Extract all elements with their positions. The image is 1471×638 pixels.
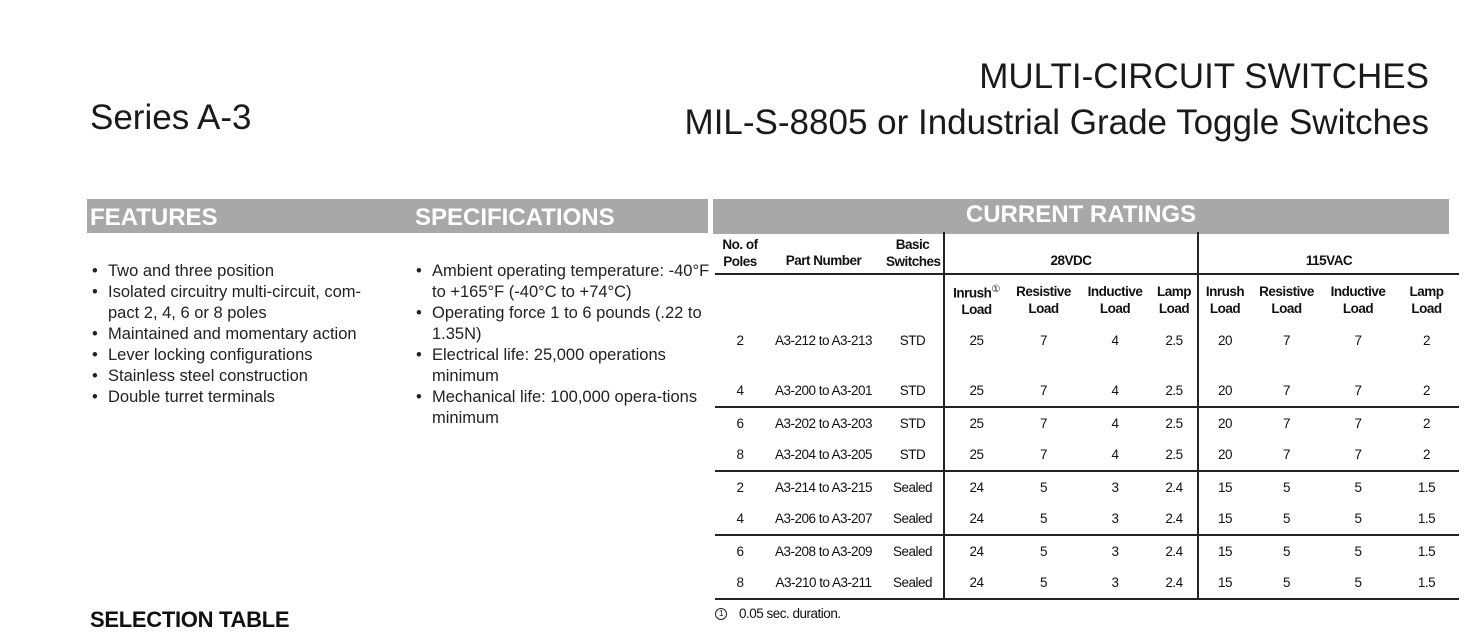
current-ratings-band bbox=[713, 199, 1449, 234]
sub-inductive-ac: Inductive Load bbox=[1322, 274, 1394, 324]
page-title bbox=[685, 54, 1429, 146]
sub-inrush-ac: Inrush Load bbox=[1198, 274, 1251, 324]
sub-inductive-dc: Inductive Load bbox=[1079, 274, 1151, 324]
col-part-header: Part Number bbox=[785, 253, 862, 268]
footnote bbox=[715, 606, 841, 621]
sub-lamp-dc: Lamp Load bbox=[1151, 274, 1198, 324]
current-ratings-heading: CURRENT RATINGS bbox=[965, 201, 1197, 228]
sub-resistive-ac: Resistive Load bbox=[1251, 274, 1322, 324]
footnote-marker: 1 bbox=[715, 608, 727, 620]
list-item: • Stainless steel construction bbox=[90, 366, 390, 387]
table-row: 4 A3-206 to A3-207 Sealed 24 5 3 2.4 15 5 5 1.5 bbox=[715, 503, 1459, 535]
selection-table-heading: SELECTION TABLE bbox=[90, 607, 290, 632]
list-item: • Isolated circuitry multi-circuit, com-pact 2, 4, 6 or 8 poles bbox=[90, 282, 390, 324]
current-ratings-table-wrap bbox=[715, 232, 1449, 600]
table-row: 6 A3-208 to A3-209 Sealed 24 5 3 2.4 15 5 5 1.5 bbox=[715, 535, 1459, 567]
list-item: • Operating force 1 to 6 pounds (.22 to 1.35N) bbox=[414, 303, 714, 345]
list-item: • Maintained and momentary action bbox=[90, 324, 390, 345]
group-28vdc-header: 28VDC bbox=[944, 232, 1198, 274]
current-ratings-table bbox=[715, 232, 1459, 600]
features-list bbox=[90, 261, 390, 408]
list-item: • Lever locking configurations bbox=[90, 345, 390, 366]
list-item: • Electrical life: 25,000 operations minimum bbox=[414, 345, 714, 387]
list-item: • Double turret terminals bbox=[90, 387, 390, 408]
list-item: • Two and three position bbox=[90, 261, 390, 282]
table-row: 4 A3-200 to A3-201 STD 25 7 4 2.5 20 7 7 2 bbox=[715, 375, 1459, 407]
table-row: 8 A3-204 to A3-205 STD 25 7 4 2.5 20 7 7 2 bbox=[715, 439, 1459, 471]
title-line-2: MIL-S-8805 or Industrial Grade Toggle Switches bbox=[684, 103, 1429, 142]
table-row: 8 A3-210 to A3-211 Sealed 24 5 3 2.4 15 5 5 1.5 bbox=[715, 567, 1459, 599]
specifications-heading: SPECIFICATIONS bbox=[415, 204, 615, 231]
col-poles-header: No. of Poles bbox=[722, 236, 758, 269]
sub-lamp-ac: Lamp Load bbox=[1394, 274, 1459, 324]
table-row: 2 A3-214 to A3-215 Sealed 24 5 3 2.4 15 5 5 1.5 bbox=[715, 471, 1459, 503]
table-row: 6 A3-202 to A3-203 STD 25 7 4 2.5 20 7 7 2 bbox=[715, 407, 1459, 439]
sub-resistive-dc: Resistive Load bbox=[1008, 274, 1079, 324]
group-115vac-header: 115VAC bbox=[1198, 232, 1459, 274]
col-basic-header: Basic Switches bbox=[886, 236, 941, 269]
specifications-list bbox=[414, 261, 714, 429]
table-row: 2 A3-212 to A3-213 STD 25 7 4 2.5 20 7 7 2 bbox=[715, 324, 1459, 356]
sub-inrush-dc: Inrush① Load bbox=[944, 274, 1008, 324]
list-item: • Ambient operating temperature: -40°F to +165°F (-40°C to +74°C) bbox=[414, 261, 714, 303]
list-item: • Mechanical life: 100,000 opera-tions minimum bbox=[414, 387, 714, 429]
features-heading: FEATURES bbox=[90, 204, 218, 231]
title-line-1: MULTI-CIRCUIT SWITCHES bbox=[979, 57, 1429, 96]
features-specs-band bbox=[87, 199, 708, 233]
footnote-text: 0.05 sec. duration. bbox=[739, 606, 841, 621]
series-title: Series A-3 bbox=[90, 98, 252, 137]
